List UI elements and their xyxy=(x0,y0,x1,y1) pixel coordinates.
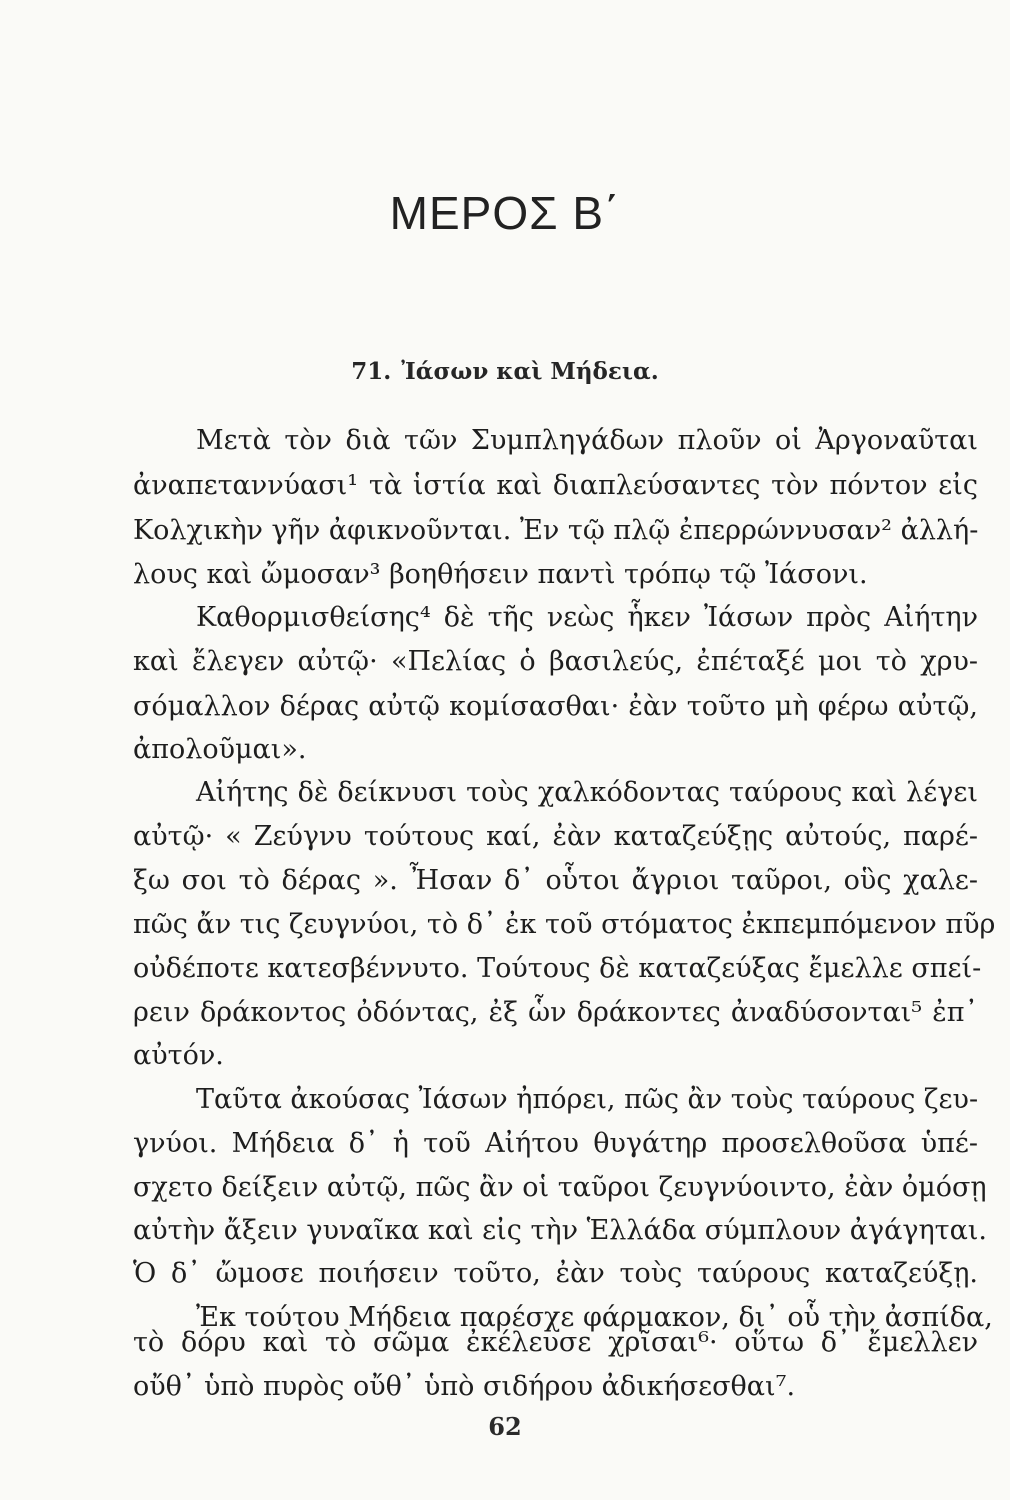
text-line: οὐδέποτε κατεσβέννυτο. Τούτους δὲ καταζεύξας ἔμελλε σπεί- xyxy=(133,953,982,984)
text-line: ρειν δράκοντος ὀδόντας, ἐξ ὧν δράκοντες ἀναδύσονται⁵ ἐπ᾽ xyxy=(133,997,978,1028)
text-line: ἀπολοῦμαι». xyxy=(133,734,307,765)
text-line: Αἰήτης δὲ δείκνυσι τοὺς χαλκόδοντας ταύρους καὶ λέγει xyxy=(196,777,978,808)
part-title: ΜΕΡΟΣ Β΄ xyxy=(389,187,621,239)
text-line: ξω σοι τὸ δέρας ». Ἦσαν δ᾽ οὗτοι ἄγριοι ταῦροι, οὓς χαλε- xyxy=(133,865,978,896)
text-line: πῶς ἄν τις ζευγνύοι, τὸ δ᾽ ἐκ τοῦ στόματος ἐκπεμπόμενον πῦρ xyxy=(133,909,996,940)
text-line: σόμαλλον δέρας αὐτῷ κομίσασθαι· ἐὰν τοῦτο μὴ φέρω αὐτῷ, xyxy=(133,691,978,722)
text-line: Καθορμισθείσης⁴ δὲ τῆς νεὼς ἧκεν Ἰάσων πρὸς Αἰήτην xyxy=(196,602,978,633)
text-line: Μετὰ τὸν διὰ τῶν Συμπληγάδων πλοῦν οἱ Ἀργοναῦται xyxy=(196,425,978,456)
text-line: ἀναπεταννύασι¹ τὰ ἱστία καὶ διαπλεύσαντες τὸν πόντον εἰς xyxy=(133,470,978,501)
text-line: γνύοι. Μήδεια δ᾽ ἡ τοῦ Αἰήτου θυγάτηρ προσελθοῦσα ὑπέ- xyxy=(133,1128,978,1159)
text-line: λους καὶ ὤμοσαν³ βοηθήσειν παντὶ τρόπῳ τῷ Ἰάσονι. xyxy=(133,559,868,590)
text-line: Κολχικὴν γῆν ἀφικνοῦνται. Ἐν τῷ πλῷ ἐπερρώννυσαν² ἀλλή- xyxy=(133,515,979,546)
text-line: οὔθ᾽ ὑπὸ πυρὸς οὔθ᾽ ὑπὸ σιδήρου ἀδικήσεσθαι⁷. xyxy=(133,1371,796,1402)
text-line: Ἐκ τούτου Μήδεια παρέσχε φάρμακον, δι᾽ οὗ τὴν ἀσπίδα, xyxy=(196,1302,993,1333)
chapter-title: Ἰάσων καὶ Μήδεια. xyxy=(401,358,659,385)
text-line: Ὁ δ᾽ ὤμοσε ποιήσειν τοῦτο, ἐὰν τοὺς ταύρους καταζεύξῃ. xyxy=(133,1258,978,1289)
text-line: τὸ δόρυ καὶ τὸ σῶμα ἐκέλευσε χρῖσαι⁶· οὕτω δ᾽ ἔμελλεν xyxy=(133,1327,978,1358)
text-line: σχετο δείξειν αὐτῷ, πῶς ἂν οἱ ταῦροι ζευγνύοιντο, ἐὰν ὀμόσῃ xyxy=(133,1172,987,1203)
page-number: 62 xyxy=(488,1412,522,1441)
chapter-heading xyxy=(0,358,1010,385)
text-line: αὐτόν. xyxy=(133,1040,224,1071)
chapter-number: 71. xyxy=(351,358,392,385)
text-line: αὐτῷ· « Ζεύγνυ τούτους καί, ἐὰν καταζεύξῃς αὐτούς, παρέ- xyxy=(133,821,978,852)
text-line: Ταῦτα ἀκούσας Ἰάσων ἠπόρει, πῶς ἂν τοὺς ταύρους ζευ- xyxy=(196,1084,979,1115)
text-line: καὶ ἔλεγεν αὐτῷ· «Πελίας ὁ βασιλεύς, ἐπέταξέ μοι τὸ χρυ- xyxy=(133,646,978,677)
text-line: αὐτὴν ἄξειν γυναῖκα καὶ εἰς τὴν Ἑλλάδα σύμπλουν ἀγάγηται. xyxy=(133,1215,987,1246)
